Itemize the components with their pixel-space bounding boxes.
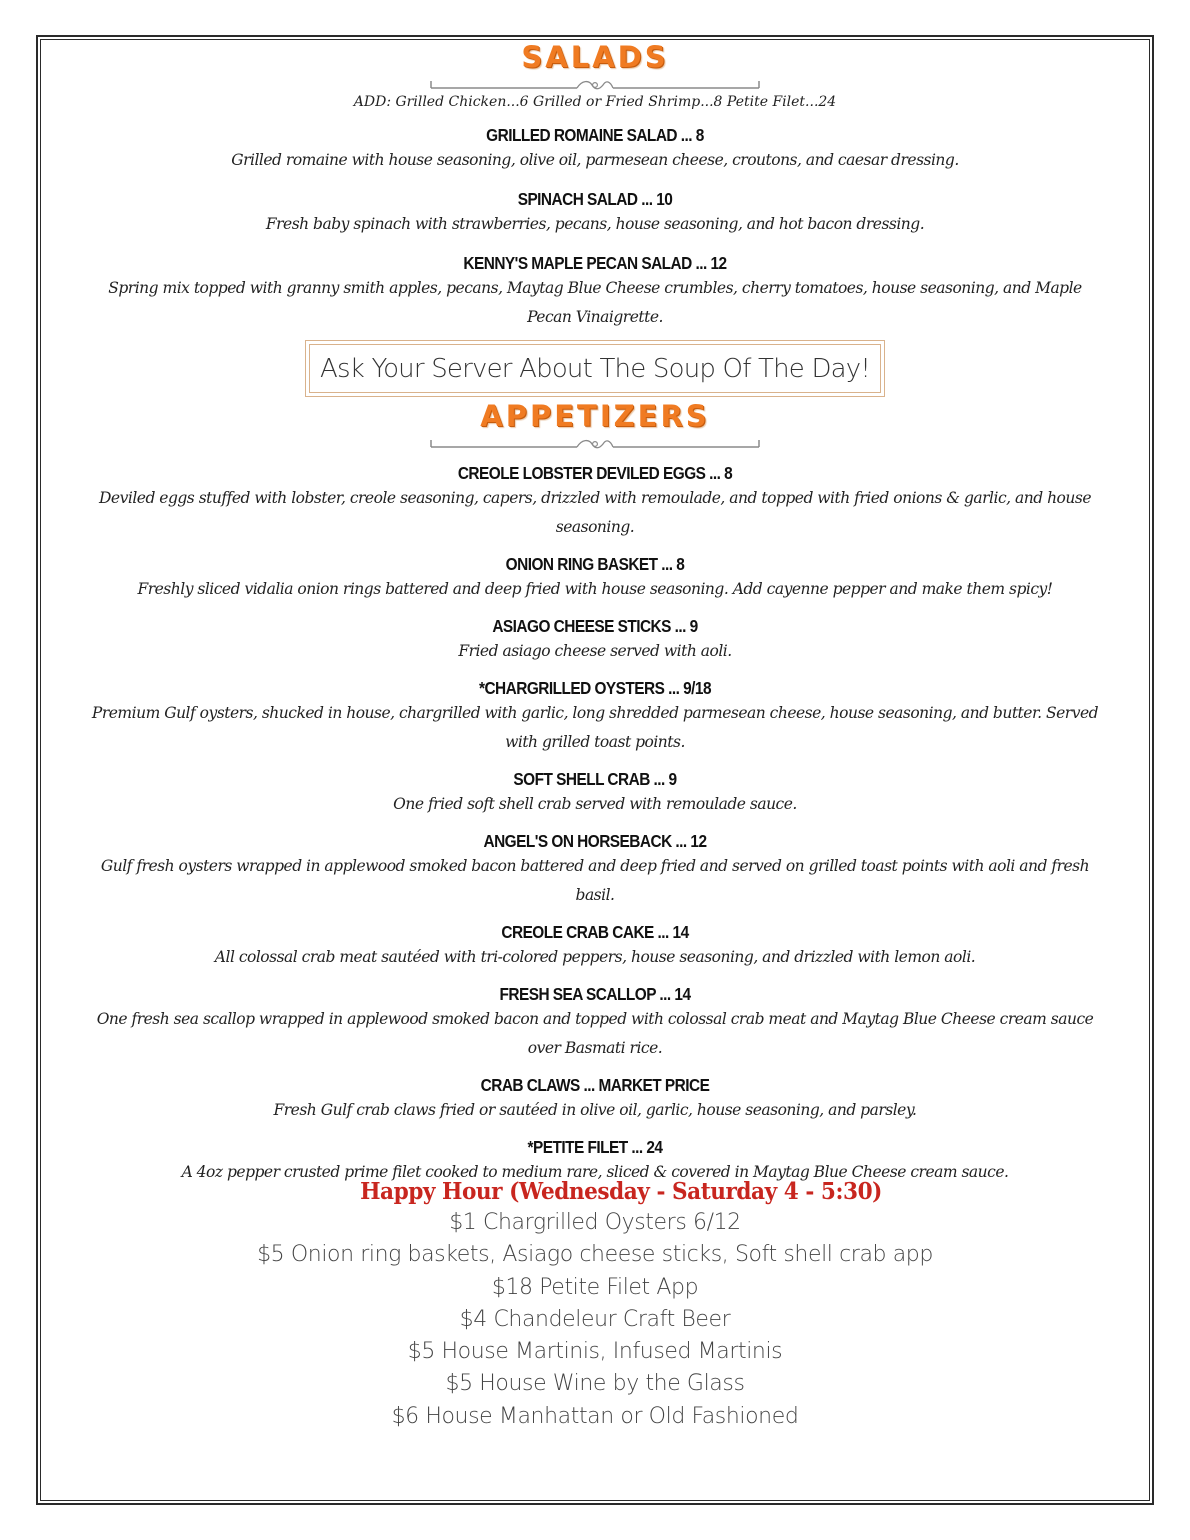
menu-item-description: Freshly sliced vidalia onion rings battered and deep fried with house seasoning. Add cayenne pepper and make them spicy! [137,580,1053,598]
menu-item-title: SPINACH SALAD ... 10 [517,189,673,209]
menu-item-title: SOFT SHELL CRAB ... 9 [513,769,677,789]
menu-item-title: GRILLED ROMAINE SALAD ... 8 [486,125,704,145]
menu-item-description: A 4oz pepper crusted prime filet cooked to medium rare, sliced & covered in Maytag Blue Cheese cream sauce. [181,1163,1009,1181]
menu-item-title: CREOLE CRAB CAKE ... 14 [501,922,689,942]
menu-item-description: Gulf fresh oysters wrapped in applewood smoked bacon battered and deep fried and served on grilled toast points with aoli and fresh basil. [100,857,1090,904]
menu-item-title: ASIAGO CHEESE STICKS ... 9 [492,616,698,636]
menu-item-title: CRAB CLAWS ... MARKET PRICE [480,1075,710,1095]
happy-hour-heading: Happy Hour (Wednesday - Saturday 4 - 5:30) [360,1178,882,1205]
menu-item-description: All colossal crab meat sautéed with tri-colored peppers, house seasoning, and drizzled with lemon aoli. [214,948,976,966]
menu-item-title: CREOLE LOBSTER DEVILED EGGS ... 8 [457,463,733,483]
menu-item-title: KENNY'S MAPLE PECAN SALAD ... 12 [463,253,727,273]
menu-item-title: *PETITE FILET ... 24 [527,1137,663,1157]
flourish-divider-icon [427,78,763,92]
happy-hour-list [44,1207,1146,1433]
menu-item [44,462,1146,542]
salads-heading: SALADS [521,40,669,74]
happy-hour-item: $5 House Wine by the Glass [445,1371,745,1397]
menu-item [44,830,1146,910]
menu-item-description: Fresh baby spinach with strawberries, pecans, house seasoning, and hot bacon dressing. [265,215,925,233]
flourish-divider-icon [427,437,763,451]
menu-item-description: Premium Gulf oysters, shucked in house, chargrilled with garlic, long shredded parmesean cheese, house seasoning, and butter. Served with grilled toast points. [91,704,1099,751]
menu-item-title: FRESH SEA SCALLOP ... 14 [499,984,691,1004]
menu-item [44,921,1146,972]
menu-item-title: *CHARGRILLED OYSTERS ... 9/18 [478,678,711,698]
soup-of-the-day-banner [305,340,885,397]
happy-hour-item: $18 Petite Filet App [491,1274,699,1300]
happy-hour-item: $4 Chandeleur Craft Beer [459,1306,731,1332]
menu-item [44,553,1146,604]
menu-item [44,768,1146,819]
menu-item [44,983,1146,1063]
menu-item-description: One fried soft shell crab served with remoulade sauce. [393,795,797,813]
soup-banner-text: Ask Your Server About The Soup Of The Day! [309,344,881,393]
appetizers-heading: APPETIZERS [480,399,710,433]
menu-item-title: ANGEL'S ON HORSEBACK ... 12 [483,831,707,851]
happy-hour-section [44,1179,1146,1433]
menu-item-description: Deviled eggs stuffed with lobster, creole seasoning, capers, drizzled with remoulade, and topped with fried onions & garlic, and house seasoning. [99,489,1091,536]
menu-item-description: One fresh sea scallop wrapped in applewood smoked bacon and topped with colossal crab meat and Maytag Blue Cheese cream sauce over Basmati rice. [96,1010,1094,1057]
happy-hour-item: $6 House Manhattan or Old Fashioned [391,1403,799,1429]
menu-page [44,40,1146,1433]
menu-item-title: ONION RING BASKET ... 8 [505,554,685,574]
menu-item [44,252,1146,332]
menu-item-description: Spring mix topped with granny smith apples, pecans, Maytag Blue Cheese crumbles, cherry tomatoes, house seasoning, and Maple Pecan Vinaigrette. [108,279,1082,326]
menu-item-description: Fried asiago cheese served with aoli. [458,642,732,660]
salads-section [44,40,1146,332]
menu-item-description: Fresh Gulf crab claws fried or sautéed in olive oil, garlic, house seasoning, and parsley. [273,1101,917,1119]
happy-hour-item: $5 House Martinis, Infused Martinis [407,1339,783,1365]
salad-addons: ADD: Grilled Chicken...6 Grilled or Fried Shrimp...8 Petite Filet...24 [353,94,837,110]
happy-hour-item: $1 Chargrilled Oysters 6/12 [449,1210,741,1235]
menu-item-description: Grilled romaine with house seasoning, olive oil, parmesean cheese, croutons, and caesar dressing. [231,151,959,169]
menu-item [44,615,1146,666]
menu-item [44,1074,1146,1125]
menu-item [44,124,1146,175]
happy-hour-item: $5 Onion ring baskets, Asiago cheese sticks, Soft shell crab app [257,1242,933,1268]
menu-item [44,188,1146,239]
appetizers-section [44,399,1146,1187]
menu-item [44,677,1146,757]
